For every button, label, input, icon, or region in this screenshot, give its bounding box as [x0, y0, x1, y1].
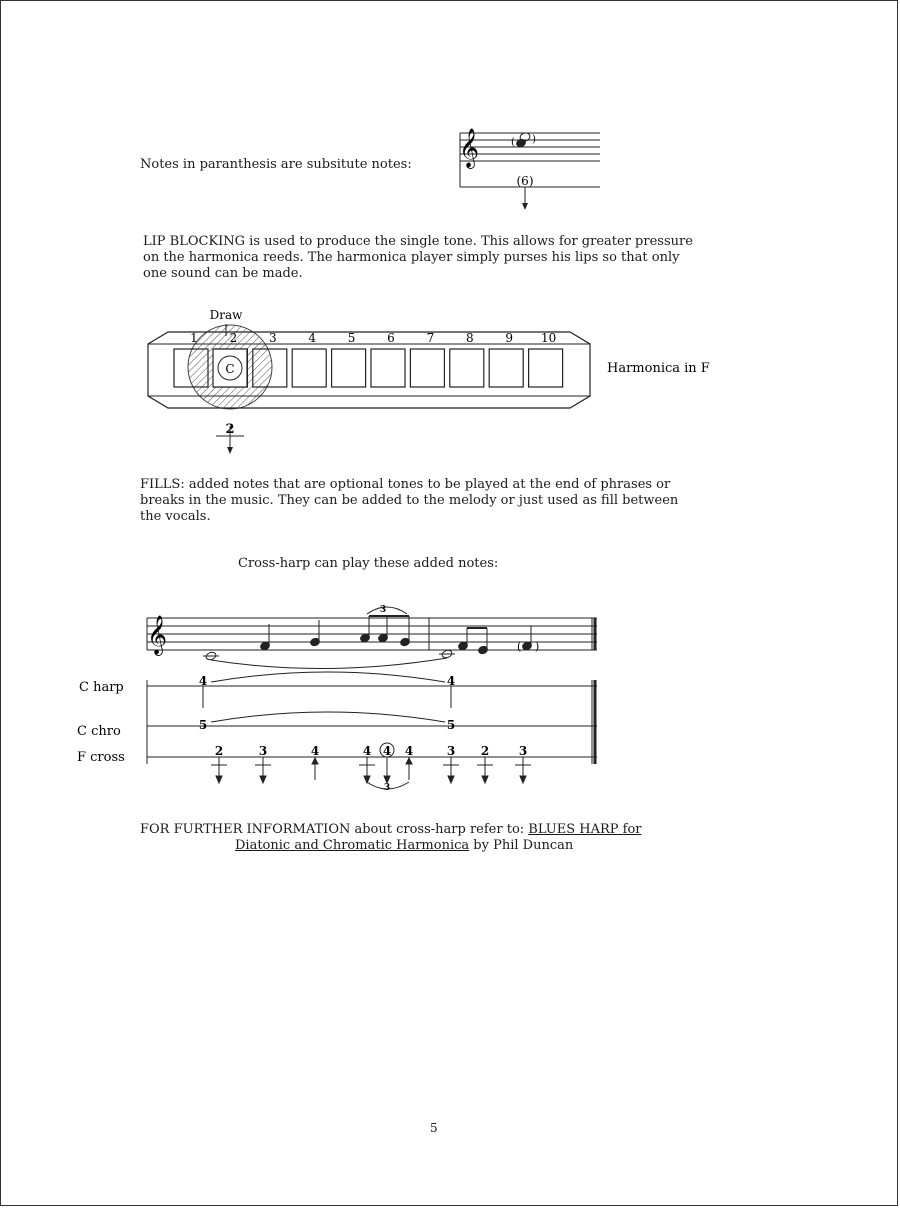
hole-number: 8 [465, 331, 474, 345]
row-label-c-harp: C harp [79, 680, 124, 695]
highlighted-note: C [225, 362, 235, 376]
draw-label: Draw [209, 308, 243, 322]
substitute-notes-label: Notes in paranthesis are subsitute notes: [140, 157, 412, 172]
further-info-line-1 [140, 822, 642, 838]
f-cross-tab-number: 3 [258, 744, 268, 758]
book-title-part-1[interactable]: BLUES HARP for [528, 822, 642, 837]
harmonica-hole [489, 349, 523, 387]
harmonica-diagram [140, 300, 710, 480]
c-chro-tab-number: 5 [446, 718, 456, 732]
svg-text:): ) [535, 640, 540, 653]
substitute-note-staff [455, 125, 605, 215]
fills-line: breaks in the music. They can be added to the melody or just used as fill between [140, 493, 679, 508]
lip-blocking-line: on the harmonica reeds. The harmonica player simply purses his lips so that only [143, 250, 680, 265]
further-info-line-2 [235, 838, 573, 854]
f-cross-tab-number: 3 [518, 744, 528, 758]
hole-number: 9 [505, 331, 514, 345]
lip-blocking-paragraph [143, 234, 693, 282]
svg-text:(: ( [511, 137, 515, 148]
draw-tab-number: 2 [225, 422, 235, 437]
slur-number-top: 3 [379, 605, 387, 615]
fills-paragraph [140, 477, 678, 525]
lip-blocking-line: LIP BLOCKING is used to produce the single tone. This allows for greater pressure [143, 234, 693, 249]
f-cross-tab-number: 4 [310, 744, 320, 758]
harmonica-hole [529, 349, 563, 387]
harmonica-hole [292, 349, 326, 387]
harmonica-hole [332, 349, 366, 387]
hole-number: 3 [268, 331, 277, 345]
c-harp-tab-number: 4 [198, 674, 208, 688]
svg-text:(: ( [517, 640, 522, 653]
fills-line: FILLS: added notes that are optional tones to be played at the end of phrases or [140, 477, 671, 492]
book-title-part-2[interactable]: Diatonic and Chromatic Harmonica [235, 838, 470, 853]
hole-number: 6 [387, 331, 395, 345]
c-chro-tab-number: 5 [198, 718, 208, 732]
hole-number: 2 [229, 331, 238, 345]
row-label-f-cross: F cross [77, 750, 125, 765]
f-cross-tab-number: 2 [480, 744, 490, 758]
hole-number: 7 [426, 331, 435, 345]
book-author: by Phil Duncan [469, 838, 574, 853]
hole-number: 5 [347, 331, 356, 345]
f-cross-tab-number: 3 [446, 744, 456, 758]
lip-blocking-line: one sound can be made. [143, 266, 303, 281]
cross-harp-heading: Cross-harp can play these added notes: [238, 556, 499, 571]
slur-number-bottom: 3 [383, 783, 391, 793]
hole-number: 4 [308, 331, 317, 345]
cross-harp-notation [75, 600, 615, 800]
harmonica-hole [371, 349, 405, 387]
fills-line: the vocals. [140, 509, 211, 524]
harmonica-hole [410, 349, 444, 387]
harmonica-caption: Harmonica in F [607, 361, 710, 376]
hole-number: 1 [190, 331, 198, 345]
f-cross-tab-number: 4 [362, 744, 372, 758]
page-number: 5 [430, 1121, 438, 1135]
hole-number: 10 [540, 331, 557, 345]
row-label-c-chro: C chro [77, 724, 121, 739]
further-info-prefix: FOR FURTHER INFORMATION about cross-harp refer to: [140, 822, 525, 837]
treble-clef-icon: 𝄞 [147, 615, 168, 655]
f-cross-tab-number: 4 [404, 744, 414, 758]
c-harp-tab-number: 4 [446, 674, 456, 688]
f-cross-tab-number: 4 [382, 744, 392, 758]
f-cross-tab-number: 2 [214, 744, 224, 758]
svg-text:): ) [532, 134, 536, 145]
substitute-hole-number: (6) [516, 174, 534, 188]
treble-clef-icon: 𝄞 [459, 128, 480, 168]
harmonica-hole [450, 349, 484, 387]
